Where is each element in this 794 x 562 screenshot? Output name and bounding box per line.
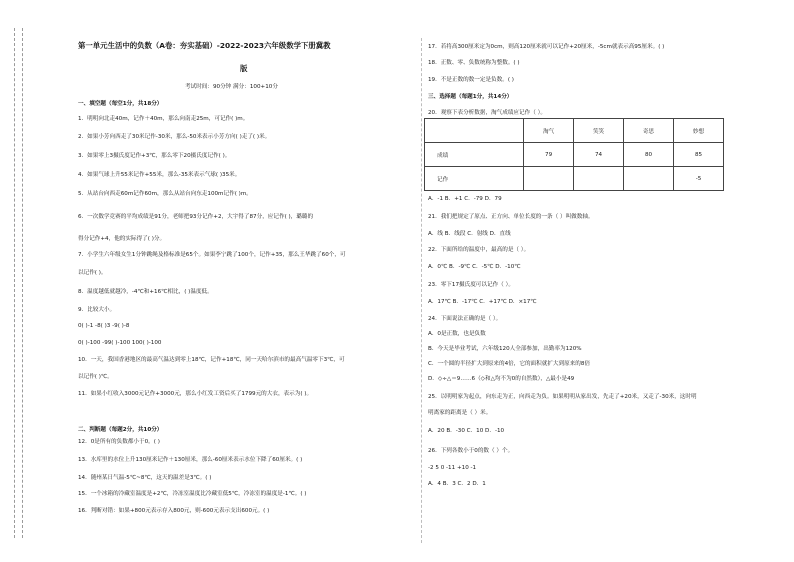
- binding-margin: [14, 28, 28, 538]
- binding-line: [14, 28, 15, 538]
- question-line: 21．我们把规定了原点、正方向、单位长度的一条（ ）叫做数轴。: [428, 214, 594, 220]
- table-row: [425, 143, 724, 167]
- table-header-cell: 笑笑: [574, 119, 624, 143]
- question-line: 18．正数、零、负数统称为整数。( ): [428, 60, 520, 66]
- table-header-cell: 淘气: [524, 119, 574, 143]
- table-cell: 79: [524, 143, 574, 167]
- question-line: A．17℃ B．-17℃ C．+17℃ D．×17℃: [428, 299, 537, 305]
- question-line: 25．以明明家为起点，向东走为正，向西走为负。如果明明从家出发，先走了+20米，又走了-30米，这时明: [428, 394, 697, 400]
- question-line: 23．零下17摄氏度可以记作（ ）。: [428, 282, 514, 288]
- table-cell: [574, 167, 624, 191]
- question-line: A．线 B．线段 C．射线 D．直线: [428, 231, 511, 237]
- question-line: 12．0是所有的负数都小于0。( ): [78, 439, 160, 445]
- question-line: A．0是正数，也是负数: [428, 331, 486, 337]
- page-title: 第一单元生活中的负数（A卷：夯实基础）-2022-2023六年级数学下册冀教: [78, 41, 331, 50]
- section-heading: 三、选择题（每题1分，共14分）: [428, 94, 513, 100]
- question-line: A．20 B．-30 C．10 D．-10: [428, 428, 505, 434]
- question-line: 2．如果小芳向西走了30米记作-30米，那么-50米表示小芳方向( )走了( )米。: [78, 134, 271, 140]
- question-line: 16．判断对错：如果+800元表示存入800元，则-600元表示支出600元。( ): [78, 508, 270, 514]
- table-cell: [524, 167, 574, 191]
- question-line: A．4 B．3 C．2 D．1: [428, 481, 486, 487]
- page-title-continued: 版: [240, 64, 248, 73]
- table-cell: 80: [624, 143, 674, 167]
- question-line: 3．如果零上3摄氏度记作+3℃，那么零下20摄氏度记作( )。: [78, 153, 231, 159]
- table-cell: -5: [674, 167, 724, 191]
- question-line: 明离家的距离是（ ）米。: [428, 410, 492, 416]
- column-divider: [421, 38, 422, 543]
- question-line: 以记作( )。: [78, 270, 107, 276]
- question-line: 0( )-100 -99( )-100 100( )-100: [78, 340, 162, 346]
- question-line: 得分记作+4，他的实际得了( )分。: [78, 236, 166, 242]
- section-heading: 一、填空题（每空1分，共18分）: [78, 101, 163, 107]
- question-line: C．一个圆的半径扩大到原来的4倍，它的面积就扩大到原来的8倍: [428, 361, 591, 367]
- table-cell: [624, 167, 674, 191]
- question-line: 19．不是正数的数一定是负数。( ): [428, 77, 514, 83]
- question-line: 5．从站台向西走60m记作60m，那么从站台向东走100m记作( )m。: [78, 191, 252, 197]
- question-line: 1．明明向北走40m，记作＋40m，那么向南走25m，可记作( )m。: [78, 116, 249, 122]
- question-line: 24．下面说法正确的是（ ）。: [428, 316, 502, 322]
- question-line: 22．下面所给的温度中，最高的是（ ）。: [428, 247, 530, 253]
- question-line: 8．温度越低就越冷，-4℃和+16℃相比，( )温度低。: [78, 289, 213, 295]
- question-line: 14．随州某日气温-5℃~8℃，这天的温差是3℃。( ): [78, 475, 212, 481]
- table-row: [425, 167, 724, 191]
- exam-info: 考试时间：90分钟 满分：100+10分: [185, 84, 278, 90]
- table-header-cell: 妙想: [674, 119, 724, 143]
- question-line: 17．若将高300厘米定为0cm，则高120厘米就可以记作+20厘米，-5cm就表示高95厘米。( ): [428, 44, 665, 50]
- question-line: D．◇÷△＝9……6（◇和△均不为0的自然数），△最小是49: [428, 376, 575, 382]
- question-line: A．0℃ B．-9℃ C．-5℃ D．-10℃: [428, 264, 521, 270]
- question-line: 26．下列各数小于0的数（ ）个。: [428, 448, 514, 454]
- question-line: A．-1 B．+1 C．-79 D．79: [428, 196, 502, 202]
- binding-line: [22, 28, 23, 538]
- score-table: [424, 118, 724, 191]
- question-line: 11．如果小红收入3000元记作+3000元，那么小红发工资后买了1799元的大衣，表示为( )。: [78, 391, 313, 397]
- table-cell: 成绩: [425, 143, 524, 167]
- question-line: B．今天是毕业考试，六年级120人全部参加，出勤率为120%: [428, 346, 582, 352]
- question-line: -2 5 0 -11 +10 -1: [428, 465, 477, 471]
- table-cell: 记作: [425, 167, 524, 191]
- question-line: 10．一天，我国香港地区的最高气温达到零上18℃，记作+18℃，同一天哈尔滨市的最高气温零下3℃，可: [78, 357, 345, 363]
- question-line: 9．比较大小。: [78, 307, 116, 313]
- table-cell: 74: [574, 143, 624, 167]
- question-line: 4．如果气球上升55米记作+55米，那么-35米表示气球( )35米。: [78, 172, 241, 178]
- table-header-cell: [425, 119, 524, 143]
- question-line: 13．水库里的水位上升130厘米记作＋130厘米，那么-60厘米表示水位下降了60厘米。( ): [78, 457, 303, 463]
- question-line: 0( )-1 -8( )3 -9( )-8: [78, 323, 130, 329]
- question-line: 7．小学生六年级女生1分钟跳绳及格标准是65个。如果李宁跳了100个，记作+35，那么王华跳了60个，可: [78, 252, 346, 258]
- question-line: 6．一次数学竞赛的平均成绩是91分，老师把93分记作+2，大宇得了87分，应记作( )，璐璐的: [78, 214, 314, 220]
- section-heading: 二、判断题（每题2分，共10分）: [78, 427, 163, 433]
- table-header-cell: 奇思: [624, 119, 674, 143]
- question-line: 以记作( )℃。: [78, 374, 113, 380]
- table-cell: 85: [674, 143, 724, 167]
- question-line: 15．一个冰箱的冷藏室温度是+2℃，冷冻室温度比冷藏室低5℃，冷冻室的温度是-1℃。( ): [78, 491, 307, 497]
- question-line: 20．观察下表分析数据，淘气成绩应记作（ ）。: [428, 110, 546, 116]
